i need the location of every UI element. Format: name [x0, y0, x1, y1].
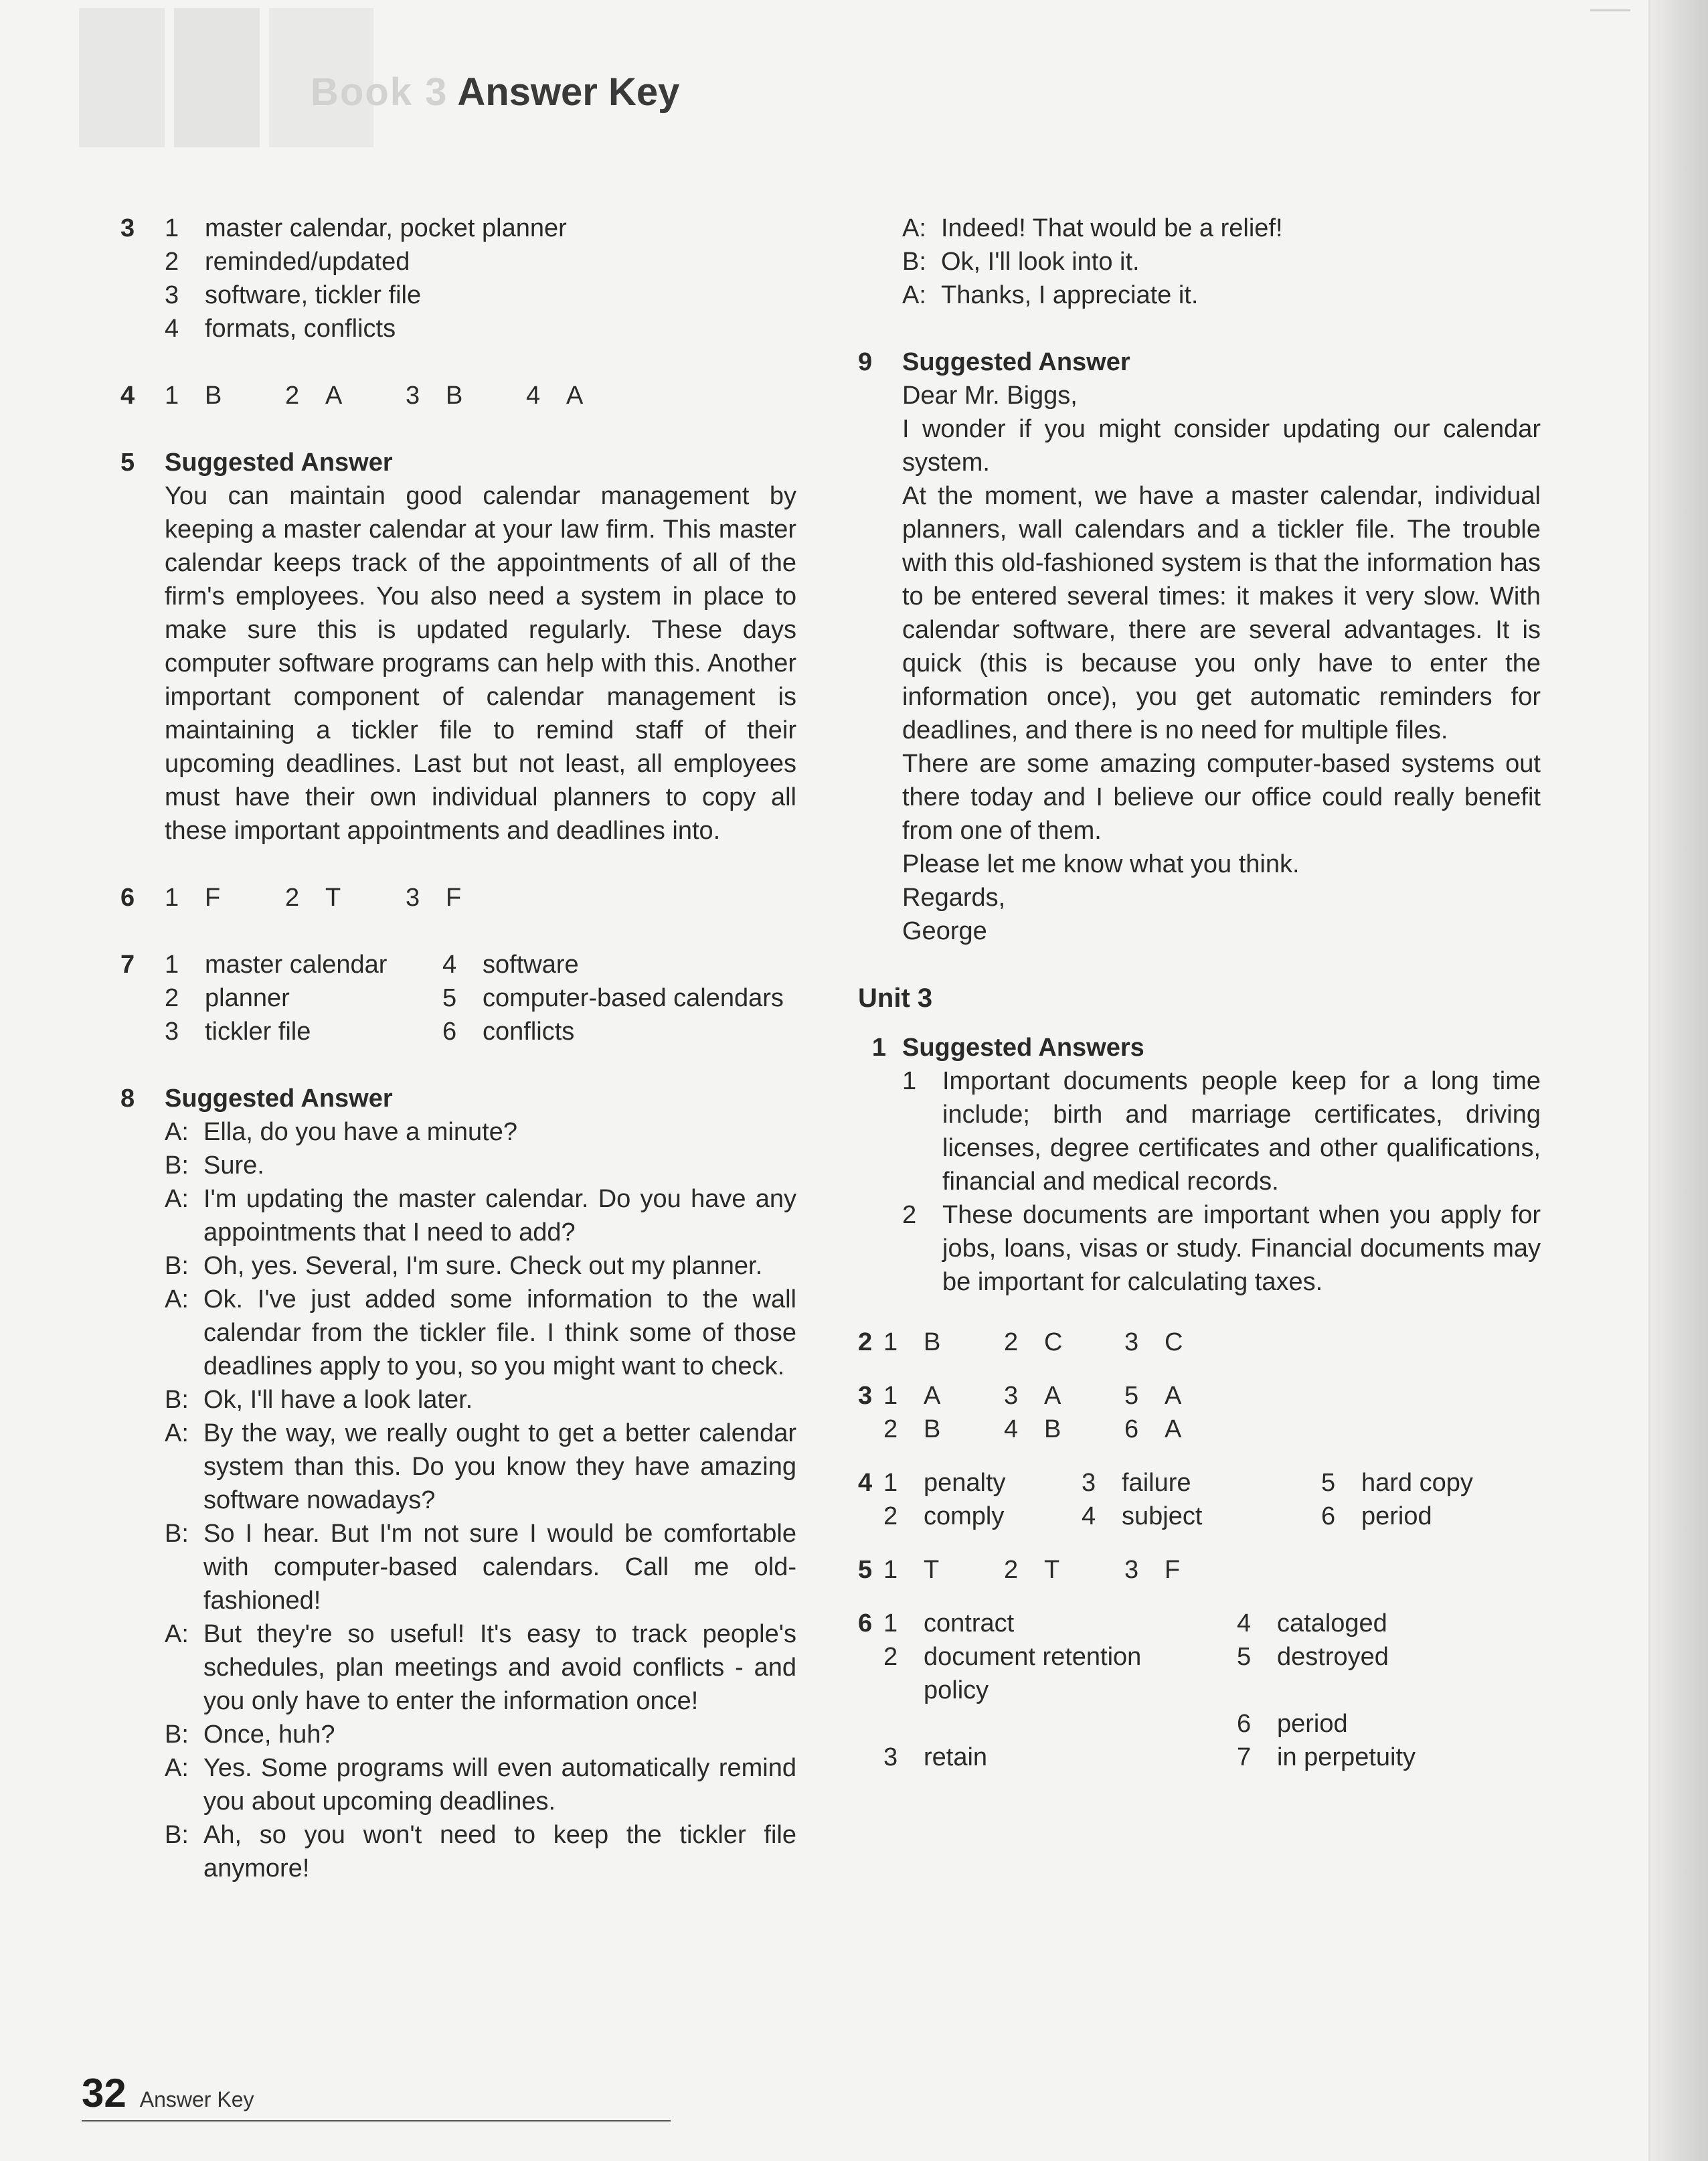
item-number: 2 [165, 984, 179, 1012]
speaker: B: [165, 1252, 189, 1280]
speaker: A: [902, 281, 926, 309]
page-footer [82, 2070, 254, 2116]
answer-number: 2 [883, 1415, 898, 1443]
answer-number: 2 [285, 884, 300, 912]
answer-value [924, 1707, 1237, 1741]
answer-number: 1 [883, 1469, 898, 1497]
answer-number: 4 [1237, 1609, 1252, 1637]
answer-value: comply [924, 1502, 1005, 1530]
answer-value: cataloged [1277, 1609, 1387, 1637]
unit3-exercise-4 [858, 1466, 1541, 1533]
answer-value: B [924, 1415, 941, 1443]
answer-number: 3 [1082, 1469, 1096, 1497]
item-number: 3 [165, 281, 179, 309]
exercise-8-continued [858, 212, 1541, 312]
answer-value: F [205, 884, 221, 912]
answer-value: period [1277, 1710, 1348, 1738]
exercise-number: 8 [120, 1085, 135, 1113]
answer-value: A [566, 382, 584, 410]
exercise-number: 2 [858, 1328, 873, 1356]
answer-number: 5 [1237, 1643, 1252, 1671]
item-number: 2 [902, 1201, 917, 1229]
letter-paragraph: At the moment, we have a master calendar, individual planners, wall calendars and a tickler file. The trouble with this old-fashioned system is that the information has to be entered several times: it makes it very slow. With calendar software, there are several advantages. It is quick (this is because you only have to enter the information once), you get automatic reminders for deadlines, and there is no need for multiple files. [902, 482, 1541, 744]
dialogue-line: I'm updating the master calendar. Do you have any appointments that I need to add? [203, 1185, 796, 1247]
answer-value: T [325, 884, 341, 912]
answer-value: B [1044, 1415, 1061, 1443]
answer-value: B [205, 382, 222, 410]
exercise-8 [120, 1082, 796, 1885]
item-text: software [483, 951, 579, 979]
answer-number: 1 [883, 1382, 898, 1410]
item-number: 1 [165, 951, 179, 979]
header-book: Book 3 [311, 70, 448, 114]
answer-value: failure [1122, 1469, 1191, 1497]
answer-value: in perpetuity [1277, 1743, 1416, 1771]
item-number: 4 [442, 951, 457, 979]
dialogue-line: Thanks, I appreciate it. [941, 281, 1199, 309]
answer-value: T [924, 1556, 940, 1584]
dialogue-line: Ah, so you won't need to keep the tickler file anymore! [203, 1821, 796, 1883]
exercise-number: 3 [858, 1382, 873, 1410]
item-number: 1 [902, 1067, 917, 1095]
answer-number: 5 [1321, 1469, 1336, 1497]
answer-number: 6 [1124, 1415, 1139, 1443]
dialogue-line: Ella, do you have a minute? [203, 1118, 517, 1146]
speaker: A: [165, 1419, 189, 1447]
item-text: tickler file [205, 1018, 311, 1046]
unit3-exercise-2 [858, 1326, 1541, 1359]
exercise-number: 5 [120, 449, 135, 477]
dialogue-line: Yes. Some programs will even automatically remind you about upcoming deadlines. [203, 1754, 796, 1816]
dialogue-line: So I hear. But I'm not sure I would be comfortable with computer-based calendars. Call me old-fashioned! [203, 1520, 796, 1615]
answer-value: contract [924, 1609, 1015, 1637]
answer-number: 3 [1124, 1556, 1139, 1584]
item-text: Important documents people keep for a long time include; birth and marriage certificates, driving licenses, degree certificates and other qualifications, financial and medical records. [942, 1067, 1541, 1196]
item-number: 2 [165, 248, 179, 276]
exercise-number: 9 [858, 348, 873, 376]
speaker: B: [165, 1151, 189, 1180]
answer-value: C [1044, 1328, 1063, 1356]
speaker: B: [165, 1386, 189, 1414]
section-heading: Suggested Answer [165, 1085, 393, 1113]
exercise-number: 3 [120, 214, 135, 242]
answer-number [883, 1707, 924, 1741]
item-number: 4 [165, 315, 179, 343]
suggested-answer-text: You can maintain good calendar management by keeping a master calendar at your law firm. This master calendar keeps track of the appointments of all of the firm's employees. You also need a system in place to make sure this is updated regularly. These days computer software programs can help with this. Another important component of calendar management is maintaining a tickler file to remind staff of their upcoming deadlines. Last but not least, all employees must have their own individual planners to copy all these important appointments and deadlines into. [165, 482, 796, 845]
answer-number: 2 [883, 1643, 898, 1671]
right-column [858, 212, 1541, 1808]
answer-number: 4 [526, 382, 541, 410]
letter-closing: Regards, [902, 884, 1006, 912]
speaker: B: [165, 1520, 189, 1548]
item-text: planner [205, 984, 290, 1012]
unit3-exercise-3 [858, 1379, 1541, 1446]
speaker: A: [902, 214, 926, 242]
answer-number: 3 [1004, 1382, 1019, 1410]
answer-value: period [1361, 1502, 1432, 1530]
speaker: A: [165, 1285, 189, 1313]
letter-paragraph: Please let me know what you think. [902, 850, 1300, 878]
footer-label: Answer Key [139, 2087, 254, 2111]
section-heading: Suggested Answer [902, 348, 1130, 376]
answer-number: 2 [285, 382, 300, 410]
dialogue-line: Indeed! That would be a relief! [941, 214, 1283, 242]
exercise-5 [120, 446, 796, 848]
answer-value: B [924, 1328, 941, 1356]
item-text: software, tickler file [205, 281, 422, 309]
answer-number: 3 [406, 884, 420, 912]
speaker: A: [165, 1754, 189, 1782]
dialogue-line: Ok, I'll have a look later. [203, 1386, 473, 1414]
answer-value: A [1044, 1382, 1061, 1410]
item-number: 6 [442, 1018, 457, 1046]
answer-value: destroyed [1277, 1643, 1389, 1671]
answer-number: 3 [883, 1743, 898, 1771]
exercise-number: 4 [858, 1469, 873, 1497]
exercise-number: 1 [871, 1034, 886, 1062]
item-number: 5 [442, 984, 457, 1012]
item-number: 3 [165, 1018, 179, 1046]
section-heading: Suggested Answer [165, 449, 393, 477]
answer-value: T [1044, 1556, 1060, 1584]
exercise-number: 5 [858, 1556, 873, 1584]
page-header [311, 70, 679, 114]
answer-value: subject [1122, 1502, 1203, 1530]
letter-paragraph: I wonder if you might consider updating our calendar system. [902, 415, 1541, 477]
answer-number: 2 [1004, 1556, 1019, 1584]
dialogue-line: Sure. [203, 1151, 264, 1180]
dialogue-line: Oh, yes. Several, I'm sure. Check out my planner. [203, 1252, 763, 1280]
answer-value: A [325, 382, 343, 410]
answer-value: A [1165, 1415, 1182, 1443]
item-text: reminded/updated [205, 248, 410, 276]
exercise-7 [120, 948, 796, 1048]
answer-value: penalty [924, 1469, 1006, 1497]
exercise-6 [120, 881, 796, 914]
answer-value: document retention policy [924, 1643, 1142, 1704]
speaker: B: [165, 1821, 189, 1849]
page-edge [1650, 0, 1708, 2161]
answer-number: 1 [883, 1609, 898, 1637]
answer-number: 4 [1082, 1502, 1096, 1530]
dialogue-line: Once, huh? [203, 1720, 335, 1749]
answer-number: 4 [1004, 1415, 1019, 1443]
exercise-3 [120, 212, 796, 345]
dialogue-line: Ok. I've just added some information to the wall calendar from the tickler file. I think some of those deadlines apply to you, so you might want to check. [203, 1285, 796, 1380]
page-number: 32 [82, 2071, 126, 2115]
exercise-9 [858, 345, 1541, 948]
answer-value: B [446, 382, 463, 410]
letter-signature: George [902, 917, 987, 945]
answer-number: 1 [883, 1556, 898, 1584]
answer-number: 3 [406, 382, 420, 410]
answer-number: 1 [165, 382, 179, 410]
answer-number: 1 [883, 1328, 898, 1356]
unit3-exercise-1 [858, 1031, 1541, 1299]
answer-number: 2 [1004, 1328, 1019, 1356]
dialogue-line: But they're so useful! It's easy to track people's schedules, plan meetings and avoid conflicts - and you only have to enter the information once! [203, 1620, 796, 1715]
item-text: master calendar [205, 951, 388, 979]
corner-mark [1590, 9, 1630, 11]
answer-number: 2 [883, 1502, 898, 1530]
unit3-exercise-6 [858, 1607, 1541, 1774]
answer-number: 1 [165, 884, 179, 912]
item-text: formats, conflicts [205, 315, 396, 343]
unit-heading: Unit 3 [858, 983, 933, 1013]
answer-number: 5 [1124, 1382, 1139, 1410]
left-column [120, 212, 796, 1919]
answer-value: A [1165, 1382, 1182, 1410]
answer-value: F [446, 884, 462, 912]
section-heading: Suggested Answers [902, 1034, 1144, 1062]
speaker: B: [902, 248, 926, 276]
letter-paragraph: There are some amazing computer-based systems out there today and I believe our office could really benefit from one of them. [902, 750, 1541, 845]
answer-value: hard copy [1361, 1469, 1473, 1497]
exercise-number: 6 [858, 1609, 873, 1637]
page-edge-line [1648, 0, 1650, 2161]
unit3-exercise-5 [858, 1553, 1541, 1587]
exercise-number: 4 [120, 382, 135, 410]
header-title: Answer Key [457, 70, 680, 114]
item-text: conflicts [483, 1018, 575, 1046]
answer-value: retain [924, 1743, 988, 1771]
dialogue-line: By the way, we really ought to get a better calendar system than this. Do you know they have amazing software nowadays? [203, 1419, 796, 1514]
footer-rule [82, 2120, 671, 2122]
answer-number: 6 [1321, 1502, 1336, 1530]
speaker: A: [165, 1118, 189, 1146]
answer-value: F [1165, 1556, 1181, 1584]
item-text: master calendar, pocket planner [205, 214, 567, 242]
dialogue-line: Ok, I'll look into it. [941, 248, 1140, 276]
speaker: B: [165, 1720, 189, 1749]
item-text: These documents are important when you apply for jobs, loans, visas or study. Financial documents may be important for calculating taxes. [942, 1201, 1541, 1296]
exercise-number: 7 [120, 951, 135, 979]
speaker: A: [165, 1620, 189, 1648]
answer-number: 6 [1237, 1710, 1252, 1738]
item-number: 1 [165, 214, 179, 242]
answer-number: 7 [1237, 1743, 1252, 1771]
answer-value: A [924, 1382, 941, 1410]
exercise-4 [120, 379, 796, 412]
speaker: A: [165, 1185, 189, 1213]
answer-number: 3 [1124, 1328, 1139, 1356]
answer-value: C [1165, 1328, 1183, 1356]
item-text: computer-based calendars [483, 984, 784, 1012]
exercise-number: 6 [120, 884, 135, 912]
letter-salutation: Dear Mr. Biggs, [902, 382, 1078, 410]
